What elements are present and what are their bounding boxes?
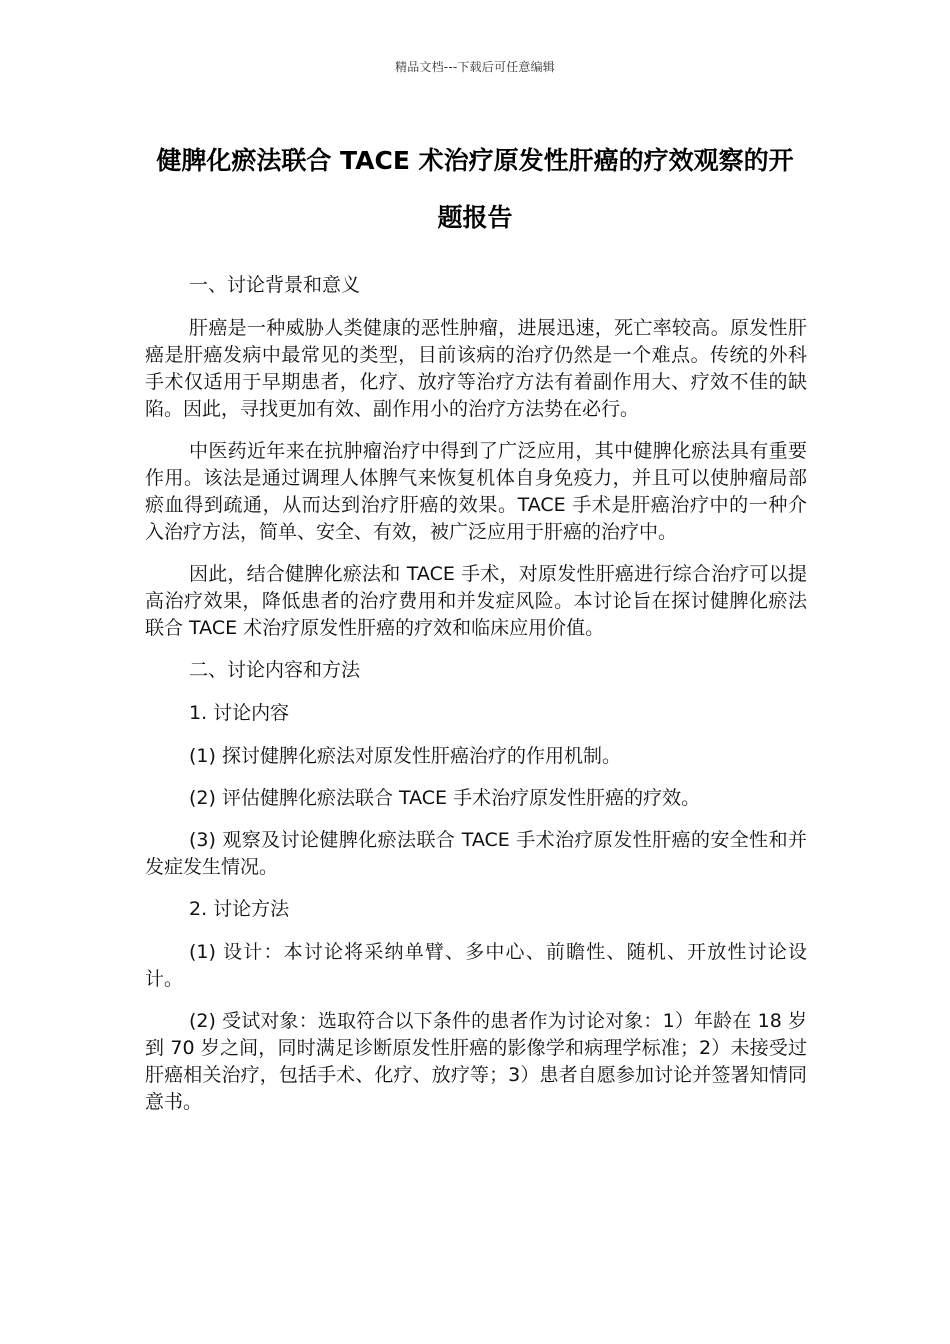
method-item-2: (2) 受试对象：选取符合以下条件的患者作为讨论对象：1）年龄在 18 岁到 70 岁之间，同时满足诊断原发性肝癌的影像学和病理学标准；2）未接受过肝癌相关治疗，包括手术、化疗、放疗等；3）患者自愿参加讨论并签署知情同意书。 <box>145 1010 807 1113</box>
content-item-1: (1) 探讨健脾化瘀法对原发性肝癌治疗的作用机制。 <box>189 745 621 767</box>
content-item-2: (2) 评估健脾化瘀法联合 TACE 手术治疗原发性肝癌的疗效。 <box>189 787 701 809</box>
subheading-content: 1. 讨论内容 <box>189 702 290 724</box>
paragraph-liver-cancer-intro: 肝癌是一种威胁人类健康的恶性肿瘤，进展迅速，死亡率较高。原发性肝癌是肝癌发病中最常见的类型，目前该病的治疗仍然是一个难点。传统的外科手术仅适用于早期患者，化疗、放疗等治疗方法有着副作用大、疗效不佳的缺陷。因此，寻找更加有效、副作用小的治疗方法势在必行。 <box>145 317 807 420</box>
paragraph-research-aim: 因此，结合健脾化瘀法和 TACE 手术，对原发性肝癌进行综合治疗可以提高治疗效果，降低患者的治疗费用和并发症风险。本讨论旨在探讨健脾化瘀法联合 TACE 术治疗原发性肝癌的疗效和临床应用价值。 <box>145 563 807 639</box>
document-body <box>145 272 807 1131</box>
subheading-methods: 2. 讨论方法 <box>189 898 290 920</box>
section-heading-background: 一、讨论背景和意义 <box>189 274 361 296</box>
header-note: 精品文档---下载后可任意编辑 <box>395 60 555 74</box>
section-heading-content-methods: 二、讨论内容和方法 <box>189 659 361 681</box>
document-title: 健脾化瘀法联合 TACE 术治疗原发性肝癌的疗效观察的开题报告 <box>156 146 794 232</box>
paragraph-tcm-tace: 中医药近年来在抗肿瘤治疗中得到了广泛应用，其中健脾化瘀法具有重要作用。该法是通过调理人体脾气来恢复机体自身免疫力，并且可以使肿瘤局部瘀血得到疏通，从而达到治疗肝癌的效果。TACE 手术是肝癌治疗中的一种介入治疗方法，简单、安全、有效，被广泛应用于肝癌的治疗中。 <box>145 440 807 543</box>
content-item-3: (3) 观察及讨论健脾化瘀法联合 TACE 手术治疗原发性肝癌的安全性和并发症发生情况。 <box>145 829 807 878</box>
method-item-1: (1) 设计：本讨论将采纳单臂、多中心、前瞻性、随机、开放性讨论设计。 <box>145 941 807 990</box>
